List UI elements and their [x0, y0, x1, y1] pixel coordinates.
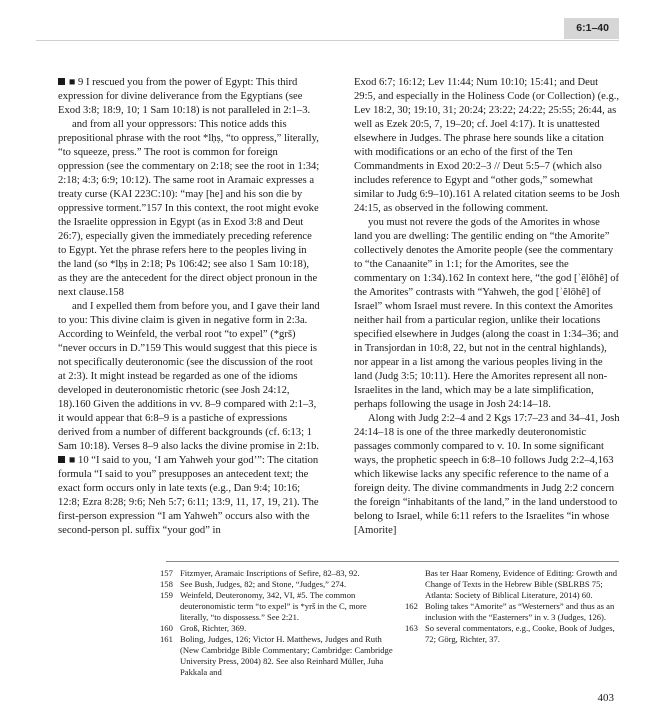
footnote: 157 Fitzmyer, Aramaic Inscriptions of Sefire, 82–83, 92.	[160, 568, 360, 578]
paragraph: and I expelled them from before you, and I gave their land to you: This divine claim is given in negative form in 2:3a. According to Weinfeld, the verbal root “to expel” (*grš) “never occurs in D.”159 This would suggest that this piece is not specifically deuteronomic (see the discussion of the root at 2:3). It might instead be regarded as one of the idioms developed in deuteronomistic rhetoric (see Josh 24:12, 18).160 Given the additions in vv. 8–9 compared with 2:1–3, it would appear that 6:8–9 is a pastiche of expressions derived from a number of different backgrounds (cf. 6:13; 1 Sam 10:18). Verses 8–9 also lacks the divine promise in 2:1b.	[58, 301, 320, 452]
paragraph: ■ 9 I rescued you from the power of Egypt: This third expression for divine deliverance from the Egyptians (see Exod 3:8; 18:9, 10; 1 Sam 10:18) is not paralleled in 2:1–3.	[58, 77, 311, 116]
paragraph: ■ 10 “I said to you, ‘I am Yahweh your god’”: The citation formula “I said to you” presupposes an antecedent text; the exact form occurs only in late texts (e.g., Dan 9:4; 10:16; 12:8; Ezra 8:28; 9:6; Neh 5:7; 6:11; 13:9, 11, 17, 19, 21). The first-person expression “I am Yahweh” occurs also with the second-person pl. suffix “your god” in	[58, 455, 319, 536]
paragraph: you must not revere the gods of the Amorites in whose land you are dwelling: The gentilic ending on “the Amorite” collectively denotes the Amorite people (see the commentary to “the Canaanite” in 1:1; for the Amorites, see the commentary on 1:34).162 In context here, “the god [ʾĕlōhê] of the Amorites” contrasts with “Yahweh, the god [ʾĕlōhê] of Israel” whom Israel must revere. In this context the Amorites neither hail from a particular region, unlike their locations specified elsewhere in Judges (along the coast in 1:34–36; and in Transjordan in 10:8, 22, but not in the central highlands), nor appear in a list among the various peoples living in the land (Judg 3:5; 10:11). Here the Amorites represent all non-Israelites in the land, which may be a late simplification, perhaps following the usage in Josh 24:14–18.	[354, 217, 620, 410]
footnote: 158 See Bush, Judges, 82; and Stone, “Judges,” 274.	[160, 579, 347, 589]
footnote: 163 So several commentators, e.g., Cooke, Book of Judges, 72; Görg, Richter, 37.	[405, 623, 615, 644]
section-marker-icon	[58, 456, 65, 463]
paragraph: Exod 6:7; 16:12; Lev 11:44; Num 10:10; 15:41; and Deut 29:5, and especially in the Holiness Code (or Collection) (e.g., Lev 18:2, 30; 19:10, 31; 20:24; 23:22; 24:22; 25:55; 26:44, as well as Ezek 20:5, 7, 19–20; cf. Joel 4:17). It is unattested elsewhere in Judges. The phrase here sounds like a citation with modifications or an echo of the first of the Ten Commandments in Exod 20:2–3 // Deut 5:5–7 (which also includes reference to Egypt and “other gods,” somewhat similar to Judg 6:9–10).161 A related citation seems to be Josh 24:15, as observed in the following comment.	[354, 77, 620, 214]
footnotes-left	[160, 568, 395, 678]
right-column	[354, 76, 620, 538]
footnote: 160 Groß, Richter, 369.	[160, 623, 247, 633]
footnote-divider	[166, 561, 619, 562]
running-header	[36, 18, 619, 41]
running-head: 6:1–40	[564, 18, 619, 39]
footnote: 159 Weinfeld, Deuteronomy, 342, VI, #5. The common deuteronomistic term “to expel” is *yrš in the C, more literally, “to dispossess.” See 2:21.	[160, 590, 367, 622]
left-column	[58, 76, 320, 538]
paragraph: and from all your oppressors: This notice adds this prepositional phrase with the root *lḥṣ, “to oppress,” literally, “to squeeze, press.” The root is common for foreign oppression (see the commentary on 2:18; see the root in 1:34; 2:18; 4:3; 6:9; 10:12). The same root in Aramaic expresses a treaty curse (KAI 223C:10): “may [he] and his son die by oppressive torment.”157 In this context, the root might evoke the Israelite oppression in Egypt (as in Exod 3:8 and Deut 26:7), especially given the immediately preceding reference to Egypt. Yet the phrase refers here to the peoples living in the land (so *lḥṣ in 2:18; Ps 106:42; see also 1 Sam 10:18), as they are the antecedent for the direct object pronoun in the next clause.158	[58, 119, 320, 298]
footnote: 161 Boling, Judges, 126; Victor H. Matthews, Judges and Ruth (New Cambridge Bible Commentary; Cambridge: Cambridge University Press, 2004) 82. See also Reinhard Müller, Juha Pakkala and	[160, 634, 393, 677]
footnote-continuation: Bas ter Haar Romeny, Evidence of Editing: Growth and Change of Texts in the Hebrew Bible (SBLRBS 75; Atlanta: Society of Biblical Literature, 2014) 60.	[425, 568, 618, 600]
footnote: 162 Boling takes “Amorite” as “Westerners” and thus as an inclusion with the “Easterners” in v. 3 (Judges, 126).	[405, 601, 615, 622]
footnotes-right	[405, 568, 619, 645]
page-number: 403	[597, 692, 614, 704]
paragraph: Along with Judg 2:2–4 and 2 Kgs 17:7–23 and 34–41, Josh 24:14–18 is one of the three markedly deuteronomistic passages commonly compared to v. 10. In some significant ways, the prophetic speech in 6:8–10 follows Judg 2:2–4,163 which likewise lacks any specific reference to the name of a foreign deity. The divine commandments in Judg 2:2 concern the foreign “inhabitants of the land,” in the land understood to belong to Israel, while 6:11 refers to the Israelites “in whose [Amorite]	[354, 413, 620, 536]
section-marker-icon	[58, 78, 65, 85]
